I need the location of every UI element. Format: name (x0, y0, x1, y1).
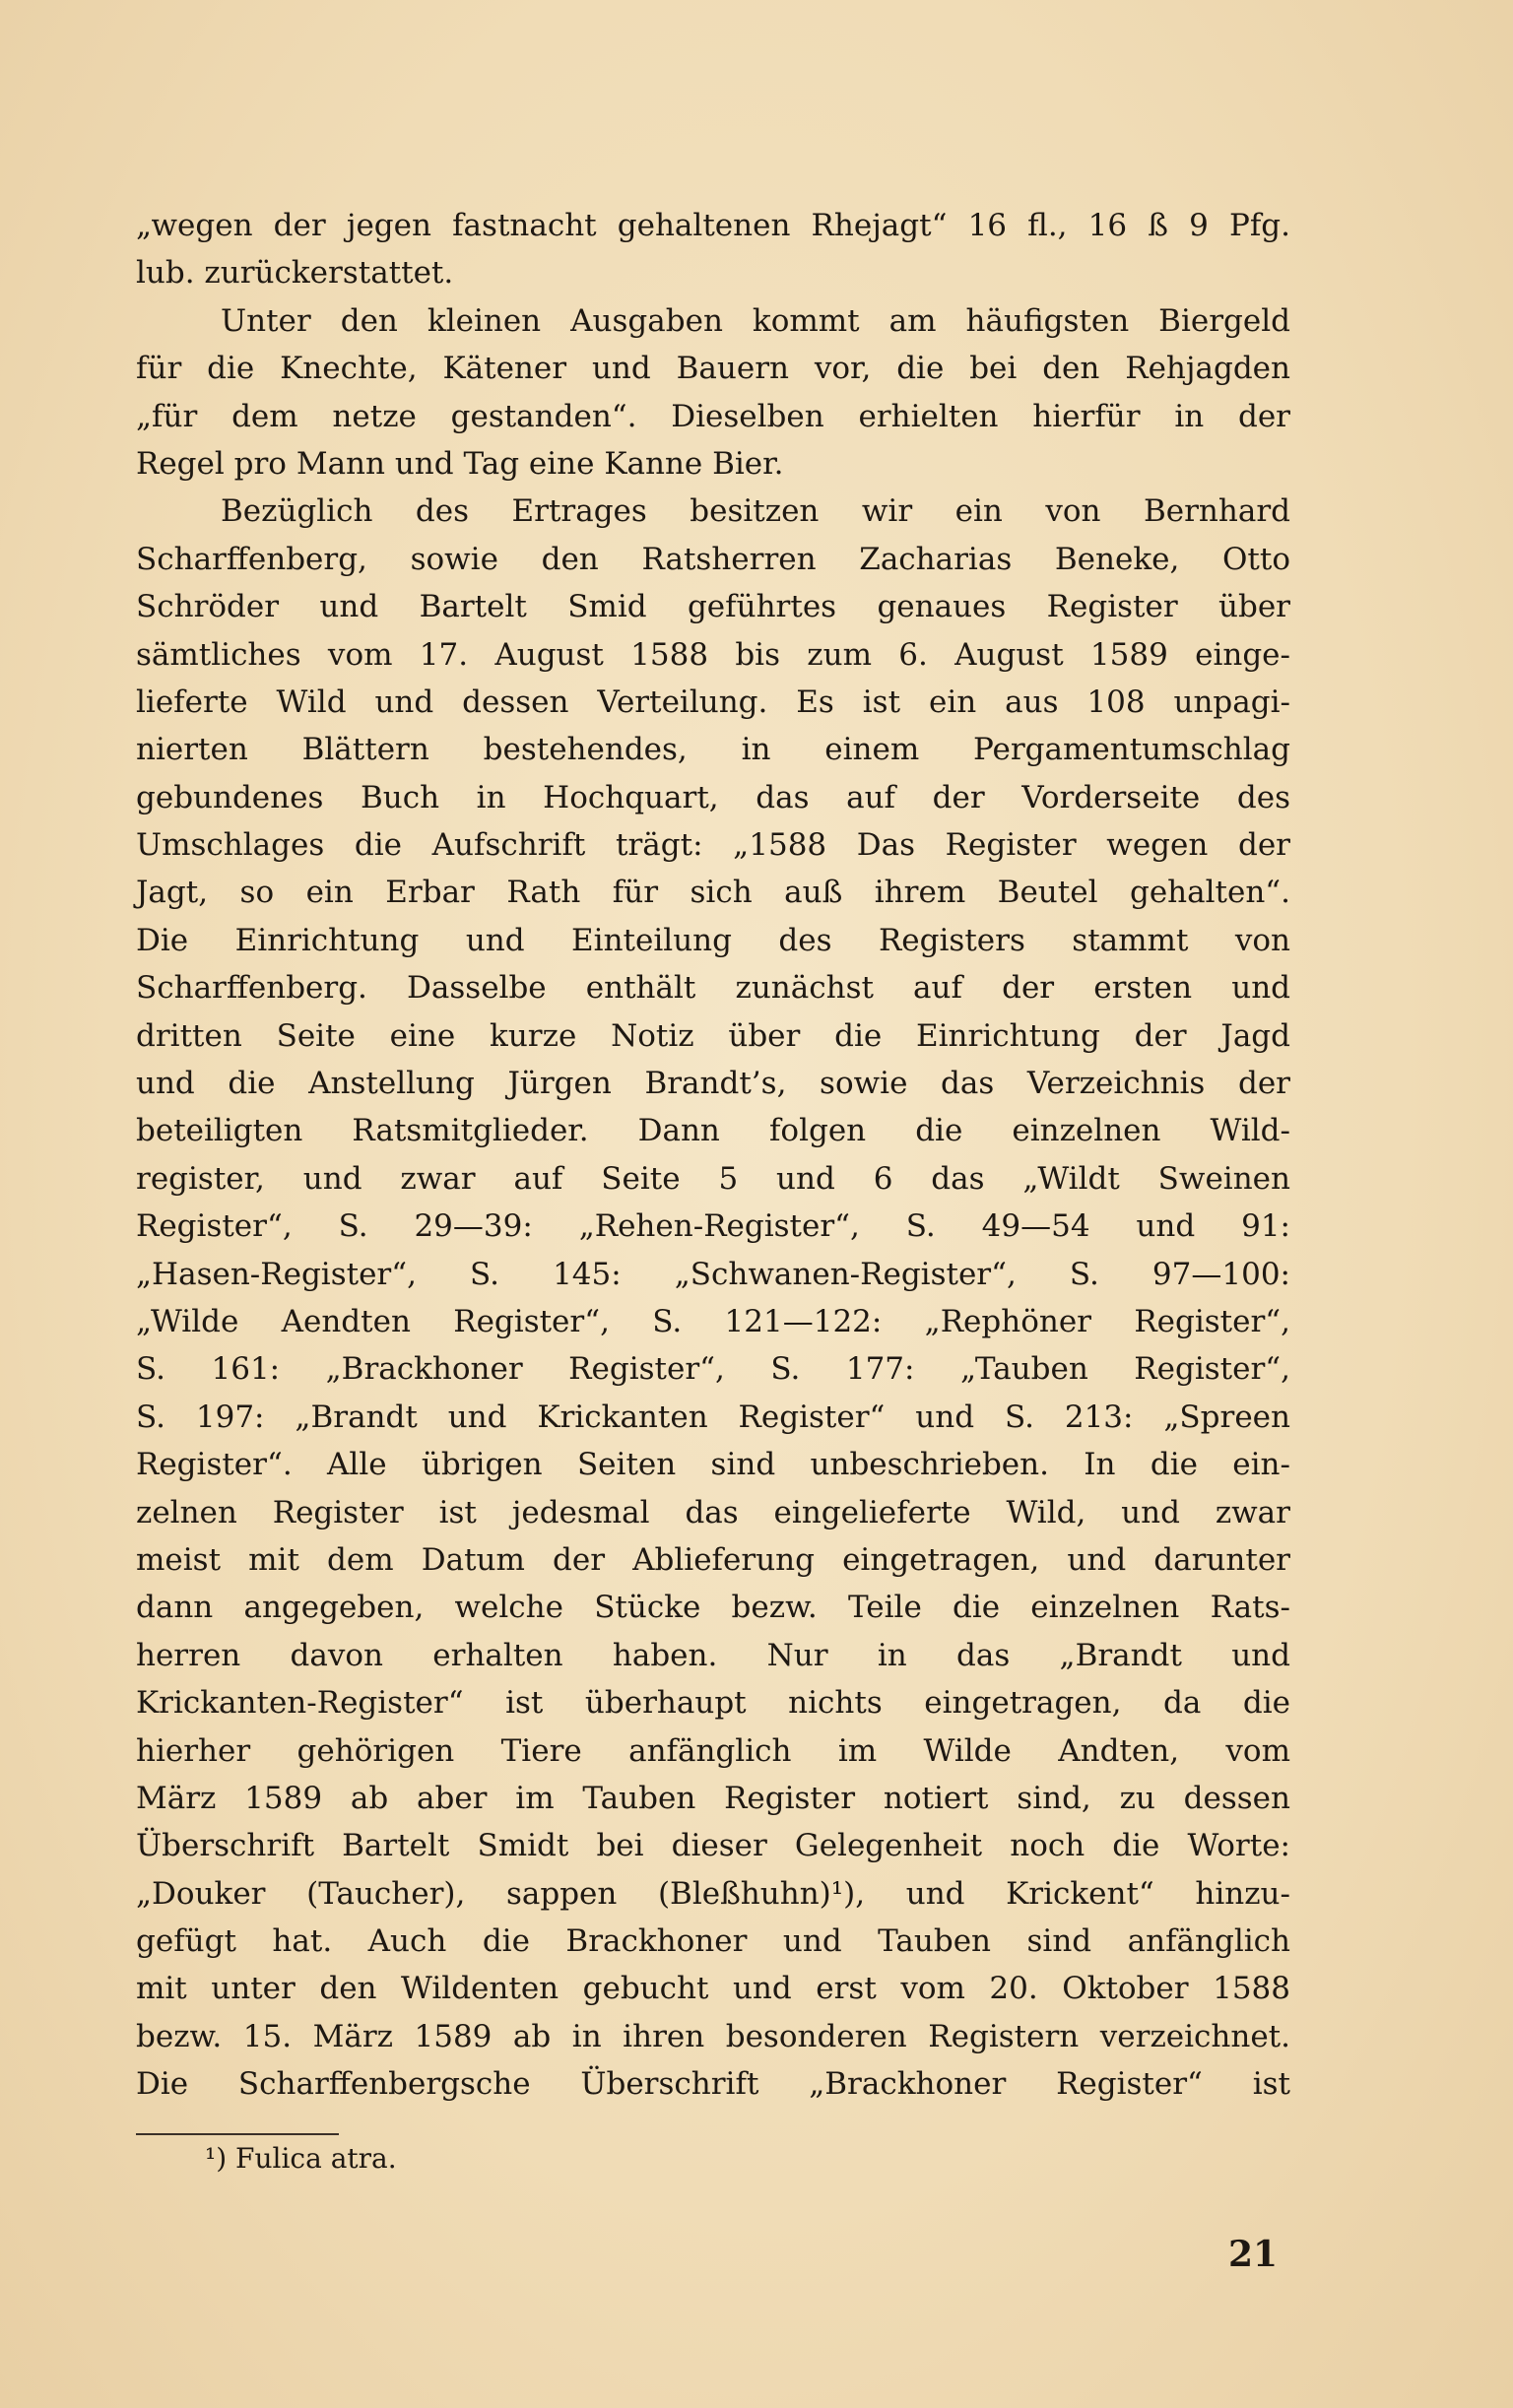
text-line: Die Einrichtung und Einteilung des Registers stammt von (136, 922, 1290, 958)
text-line: März 1589 ab aber im Tauben Register notiert sind, zu dessen (136, 1780, 1290, 1816)
text-line: „wegen der jegen fastnacht gehaltenen Rhejagt“ 16 fl., 16 ß 9 Pfg. (136, 208, 1290, 243)
text-line: meist mit dem Datum der Ablieferung eingetragen, und darunter (136, 1541, 1290, 1578)
body-text (136, 202, 1290, 2109)
text-line: Scharffenberg. Dasselbe enthält zunächst auf der ersten und (136, 970, 1290, 1007)
text-line: Unter den kleinen Ausgaben kommt am häufigsten Biergeld (221, 302, 1290, 339)
text-line: gefügt hat. Auch die Brackhoner und Tauben sind anfänglich (136, 1923, 1290, 1960)
text-line: „Hasen-Register“, S. 145: „Schwanen-Register“, S. 97—100: (136, 1256, 1290, 1292)
text-line: dritten Seite eine kurze Notiz über die Einrichtung der Jagd (136, 1017, 1290, 1054)
text-line: hierher gehörigen Tiere anfänglich im Wilde Andten, vom (136, 1732, 1290, 1769)
footnote: ¹) Fulica atra. (205, 2142, 397, 2175)
page-number: 21 (1228, 2234, 1279, 2275)
text-line: Die Scharffenbergsche Überschrift „Brackhoner Register“ ist (136, 2066, 1290, 2103)
text-line: lieferte Wild und dessen Verteilung. Es ist ein aus 108 unpagi- (136, 683, 1290, 720)
text-line: Register“, S. 29—39: „Rehen-Register“, S. 49—54 und 91: (136, 1208, 1290, 1245)
text-line: nierten Blättern bestehendes, in einem Pergamentumschlag (136, 732, 1290, 768)
text-line: Jagt, so ein Erbar Rath für sich auß ihrem Beutel gehalten“. (136, 875, 1290, 911)
text-line: Umschlages die Aufschrift trägt: „1588 Das Register wegen der (136, 827, 1290, 864)
text-line: „Wilde Aendten Register“, S. 121—122: „Rephöner Register“, (136, 1303, 1290, 1339)
text-line: mit unter den Wildenten gebucht und erst vom 20. Oktober 1588 (136, 1971, 1290, 2007)
text-line: herren davon erhalten haben. Nur in das „Brandt und (136, 1637, 1290, 1673)
footnote-divider (136, 2133, 339, 2135)
text-line: und die Anstellung Jürgen Brandt’s, sowie das Verzeichnis der (136, 1066, 1290, 1102)
text-line: lub. zurückerstattet. (136, 255, 454, 292)
text-line: zelnen Register ist jedesmal das eingelieferte Wild, und zwar (136, 1494, 1290, 1530)
text-line: Krickanten-Register“ ist überhaupt nichts eingetragen, da die (136, 1685, 1290, 1722)
text-line: S. 197: „Brandt und Krickanten Register“ und S. 213: „Spreen (136, 1399, 1290, 1435)
text-line: Überschrift Bartelt Smidt bei dieser Gelegenheit noch die Worte: (136, 1828, 1290, 1864)
text-line: Register“. Alle übrigen Seiten sind unbeschrieben. In die ein- (136, 1447, 1290, 1483)
text-line: sämtliches vom 17. August 1588 bis zum 6. August 1589 einge- (136, 636, 1290, 673)
text-line: Schröder und Bartelt Smid geführtes genaues Register über (136, 589, 1290, 625)
text-line: bezw. 15. März 1589 ab in ihren besonderen Registern verzeichnet. (136, 2018, 1290, 2054)
text-line: Bezüglich des Ertrages besitzen wir ein von Bernhard (221, 493, 1290, 530)
text-line: „für dem netze gestanden“. Dieselben erhielten hierfür in der (136, 398, 1290, 434)
text-line: S. 161: „Brackhoner Register“, S. 177: „Tauben Register“, (136, 1351, 1290, 1388)
text-line: „Douker (Taucher), sappen (Bleßhuhn)¹), und Krickent“ hinzu- (136, 1875, 1290, 1912)
text-line: register, und zwar auf Seite 5 und 6 das „Wildt Sweinen (136, 1160, 1290, 1197)
text-line: für die Knechte, Kätener und Bauern vor, die bei den Rehjagden (136, 351, 1290, 387)
text-line: Regel pro Mann und Tag eine Kanne Bier. (136, 445, 784, 482)
text-line: dann angegeben, welche Stücke bezw. Teile die einzelnen Rats- (136, 1590, 1290, 1626)
text-line: gebundenes Buch in Hochquart, das auf der Vorderseite des (136, 779, 1290, 815)
text-line: beteiligten Ratsmitglieder. Dann folgen die einzelnen Wild- (136, 1113, 1290, 1149)
text-line: Scharffenberg, sowie den Ratsherren Zacharias Beneke, Otto (136, 541, 1290, 577)
